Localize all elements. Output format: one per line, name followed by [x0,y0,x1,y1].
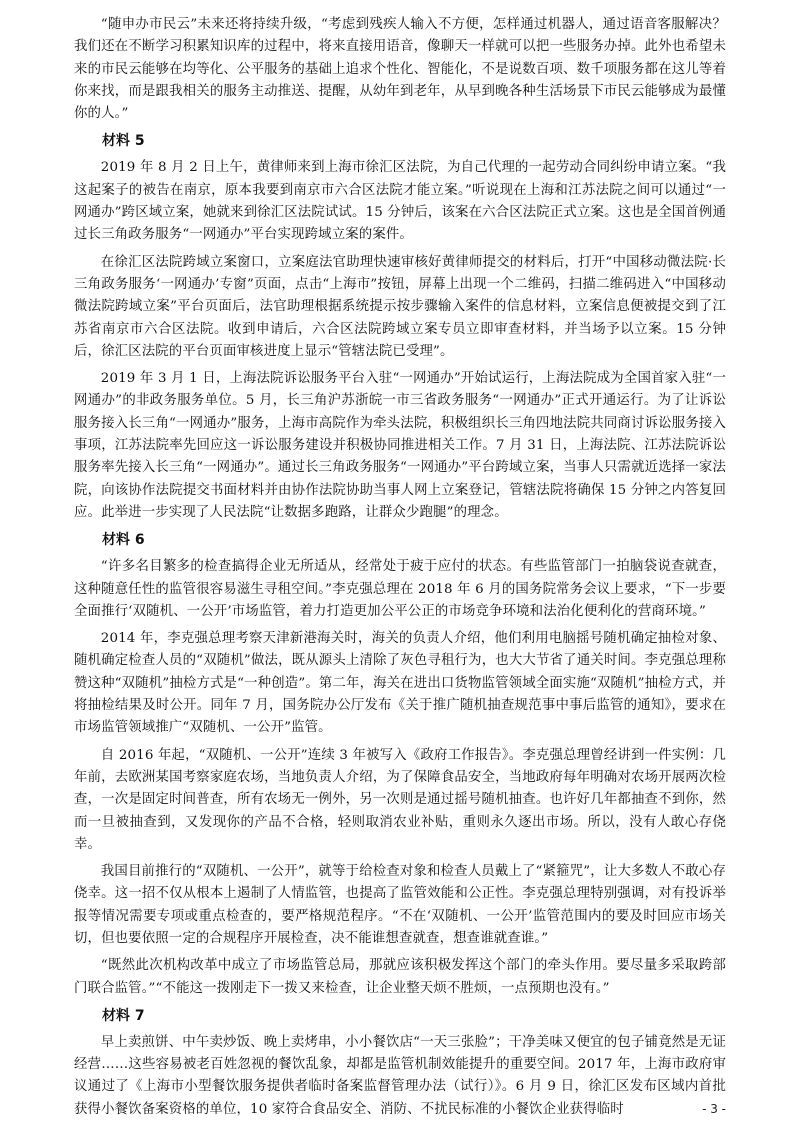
page-number: - 3 - [702,1102,726,1116]
material-5-paragraph-3: 2019 年 3 月 1 日，上海法院诉讼服务平台入驻“一网通办”开始试运行，上海法院成为全国首家入驻“一网通办”的非政务服务单位。5 月，长三角沪苏浙皖一市三省政务服务“一网通办”正式开通运行。为了让诉讼服务接入长三角“一网通办”服务，上海市高院作为牵头法院，积极组织长三角四地法院共同商讨诉讼服务接入事项，江苏法院率先回应这一诉讼服务建设并积极协同推进相关工作。7 月 31 日，上海法院、江苏法院诉讼服务率先接入长三角“一网通办”。通过长三角政务服务“一网通办”平台跨域立案，当事人只需就近选择一家法院，向该协作法院提交书面材料并由协作法院协助当事人网上立案登记，管辖法院将确保 15 分钟之内答复回应。此举进一步实现了人民法院“让数据多跑路，让群众少跑腿”的理念。 [74,371,726,520]
material-5-paragraph-1: 2019 年 8 月 2 日上午，黄律师来到上海市徐汇区法院，为自己代理的一起劳动合同纠纷申请立案。“我这起案子的被告在南京，原本我要到南京市六合区法院才能立案。”听说现在上海和江苏法院之间可以通过“一网通办”跨区域立案，她就来到徐汇区法院试试。15 分钟后，该案在六合区法院正式立案。这也是全国首例通过长三角政务服务“一网通办”平台实现跨域立案的案件。 [74,160,726,243]
material-6-paragraph-3: 自 2016 年起，“双随机、一公开”连续 3 年被写入《政府工作报告》。李克强总理曾经讲到一件实例：几年前，去欧洲某国考察家庭农场，当地负责人介绍，为了保障食品安全，当地政府每年明确对农场开展两次检查，一次是固定时间普查，所有农场无一例外，另一次则是通过摇号随机抽查。也许好几年都抽查不到你，然而一旦被抽查到，又发现你的产品不合格，轻则取消农业补贴，重则永久逐出市场。所以，没有人敢心存侥幸。 [74,747,726,852]
material-6-paragraph-1: “许多名目繁多的检查搞得企业无所适从，经常处于疲于应付的状态。有些监管部门一拍脑袋说查就查，这种随意任性的监管很容易滋生寻租空间。”李克强总理在 2018 年 6 月的国务院常务会议上要求，“下一步要全面推行‘双随机、一公开’市场监管，着力打造更加公平公正的市场竞争环境和法治化便利化的营商环境。” [74,559,726,619]
material-6-paragraph-2: 2014 年，李克强总理考察天津新港海关时，海关的负责人介绍，他们利用电脑摇号随机确定抽检对象、随机确定检查人员的“双随机”做法，既从源头上清除了灰色寻租行为，也大大节省了通关时间。李克强总理称赞这种“双随机”抽检方式是“一种创造”。第二年，海关在进出口货物监管领域全面实施“双随机”抽检方式，并将抽检结果及时公开。同年 7 月，国务院办公厅发布《关于推广随机抽查规范事中事后监管的通知》，要求在市场监管领域推广“双随机、一公开”监管。 [74,631,726,736]
material-7-heading: 材料 7 [102,1007,145,1024]
material-6-heading: 材料 6 [102,532,145,549]
material-6-paragraph-5: “既然此次机构改革中成立了市场监管总局，那就应该积极发挥这个部门的牵头作用。要尽量多采取跨部门联合监管。”“不能这一拨刚走下一拨又来检查，让企业整天烦不胜烦，一点预期也没有。” [74,958,726,996]
intro-paragraph: “随申办市民云”未来还将持续升级，“考虑到残疾人输入不方便，怎样通过机器人，通过语音客服解决？我们还在不断学习积累知识库的过程中，将来直接用语音，像聊天一样就可以把一些服务办掉。此外也希望未来的市民云能够在均等化、公平服务的基础上追求个性化、智能化，不是说数百项、数千项服务都在这儿等着你来找，而是跟我相关的服务主动推送、提醒，从幼年到老年，从早到晚各种生活场景下市民云能够成为最懂你的人。” [74,17,726,122]
material-5-heading: 材料 5 [102,133,145,150]
material-5-paragraph-2: 在徐汇区法院跨域立案窗口，立案庭法官助理快速审核好黄律师提交的材料后，打开“中国移动微法院·长三角政务服务‘一网通办’专窗”页面，点击“上海市”按钮，屏幕上出现一个二维码，扫描二维码进入“中国移动微法院跨域立案”平台页面后，法官助理根据系统提示按步骤输入案件的信息材料，立案信息便被提交到了江苏省南京市六合区法院。收到申请后，六合区法院跨域立案专员立即审查材料，并当场予以立案。15 分钟后，徐汇区法院的平台页面审核进度上显示“管辖法院已受理”。 [74,254,726,359]
material-7-paragraph-1: 早上卖煎饼、中午卖炒饭、晚上卖烤串，小小餐饮店“一天三张脸”；干净美味又便宜的包子铺竟然是无证经营……这些容易被老百姓忽视的餐饮乱象，却都是监管机制效能提升的重要空间。2017 年，上海市政府审议通过了《上海市小型餐饮服务提供者临时备案监督管理办法（试行）》。6 月 9 日，徐汇区发布区域内首批获得小餐饮备案资格的单位，10 家符合食品安全、消防、不扰民标准的小餐饮企业获得临时 [74,1034,726,1117]
material-6-paragraph-4: 我国目前推行的“双随机、一公开”，就等于给检查对象和检查人员戴上了“紧箍咒”，让大多数人不敢心存侥幸。这一招不仅从根本上遏制了人情监管，也提高了监管效能和公正性。李克强总理特别强调，对有投诉举报等情况需要专项或重点检查的，要严格规范程序。“不在‘双随机、一公开’监管范围内的要及时回应市场关切，但也要依照一定的合规程序开展检查，决不能谁想查就查，想查谁就查谁。” [74,864,726,946]
